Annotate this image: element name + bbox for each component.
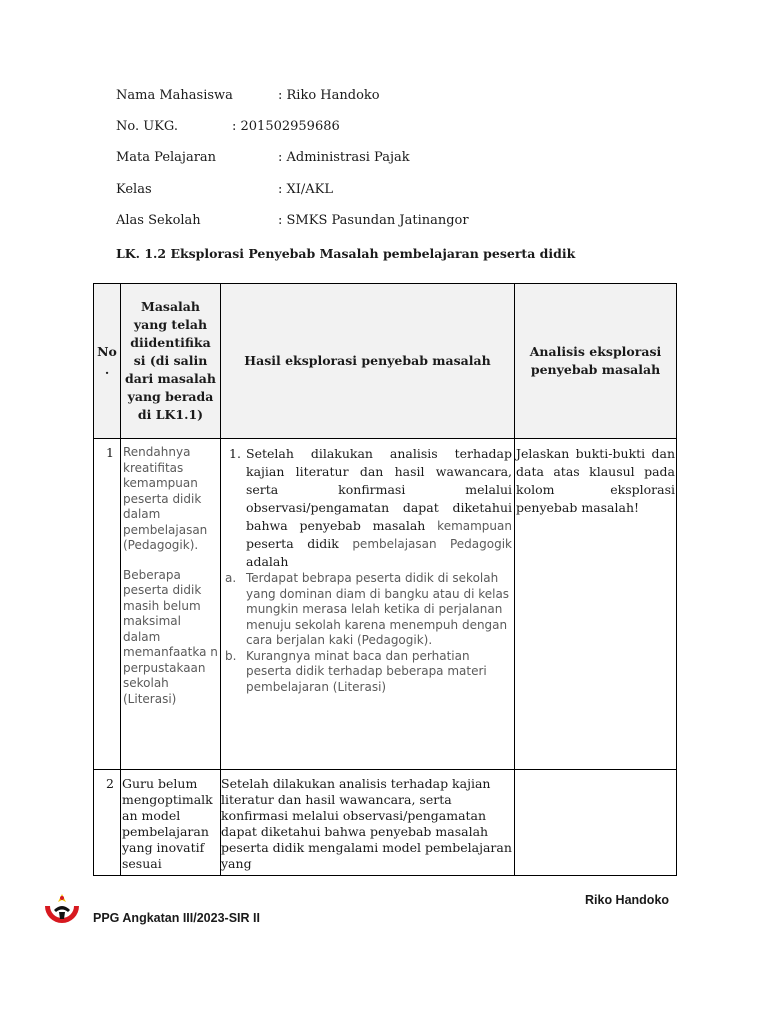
info-label: No. UKG. <box>116 119 178 134</box>
header-analisis: Analisis eksplorasi penyebab masalah <box>515 284 677 439</box>
info-value: : 201502959686 <box>232 119 340 134</box>
analisis-cell <box>515 770 677 876</box>
list-marker: 1. <box>229 446 241 461</box>
hasil-intro: Setelah dilakukan analisis terhadap kajian literatur dan hasil wawancara, serta konfirmasi melalui observasi/pengamatan dapat diketahui bahwa penyebab masalah <box>246 446 512 533</box>
masalah-text: Rendahnya kreatifitas kemampuan peserta didik dalam pembelajasan (Pedagogik). <box>123 445 208 552</box>
info-label: Kelas <box>116 182 152 197</box>
list-marker: b. <box>225 648 237 663</box>
row-number: 2 <box>94 770 121 876</box>
hasil-item <box>225 445 512 571</box>
info-label: Mata Pelajaran <box>116 150 217 165</box>
footer-author: Riko Handoko <box>585 893 670 907</box>
hasil-intro-grey: kemampuan <box>437 519 512 533</box>
section-heading: LK. 1.2 Eksplorasi Penyebab Masalah pembelajaran peserta didik <box>116 246 576 261</box>
info-value: : Riko Handoko <box>278 88 380 103</box>
hasil-intro-grey-2: pembelajasan Pedagogik <box>352 537 512 551</box>
header-hasil: Hasil eksplorasi penyebab masalah <box>221 284 515 439</box>
hasil-subitem-b <box>225 649 512 696</box>
table-row <box>94 439 677 770</box>
university-logo-icon <box>41 888 83 930</box>
info-value: : SMKS Pasundan Jatinangor <box>278 213 469 228</box>
info-value: : XI/AKL <box>278 182 334 197</box>
table-header-row <box>94 284 677 439</box>
table-row <box>94 770 677 876</box>
header-masalah: Masalah yang telah diidentifika si (di salin dari masalah yang berada di LK1.1) <box>121 284 221 439</box>
masalah-cell: Guru belum mengoptimalk an model pembelajaran yang inovatif sesuai <box>121 770 221 876</box>
exploration-table <box>93 283 677 876</box>
hasil-b-text: Kurangnya minat baca dan perhatian peserta didik terhadap beberapa materi pembelajaran (Literasi) <box>246 648 487 694</box>
hasil-a-text: Terdapat bebrapa peserta didik di sekolah yang dominan diam di bangku atau di kelas mungkin merasa lelah ketika di perjalanan menuju sekolah karena menempuh dengan cara berjalan kaki (Pedagogik). <box>246 571 510 647</box>
analisis-cell: Jelaskan bukti-bukti dan data atas klausul pada kolom eksplorasi penyebab masalah! <box>515 439 677 770</box>
hasil-cell: Setelah dilakukan analisis terhadap kajian literatur dan hasil wawancara, serta konfirmasi melalui observasi/pengamatan dapat diketahui bahwa penyebab masalah peserta didik mengalami model pembelajaran yang <box>221 770 515 876</box>
hasil-cell <box>221 439 515 770</box>
hasil-intro-2: peserta didik <box>246 536 339 551</box>
info-label: Alas Sekolah <box>116 213 201 228</box>
header-no: No . <box>94 284 121 439</box>
masalah-text: Beberapa peserta didik masih belum maksimal dalam memanfaatka n perpustakaan sekolah (Literasi) <box>123 567 218 706</box>
info-label: Nama Mahasiswa <box>116 88 233 103</box>
hasil-subitem-a <box>225 571 512 649</box>
row-number: 1 <box>94 439 121 770</box>
info-value: : Administrasi Pajak <box>278 150 410 165</box>
footer-program: PPG Angkatan III/2023-SIR II <box>93 911 260 925</box>
list-marker: a. <box>225 571 237 585</box>
masalah-cell <box>121 439 221 770</box>
hasil-intro-3: adalah <box>246 554 289 569</box>
